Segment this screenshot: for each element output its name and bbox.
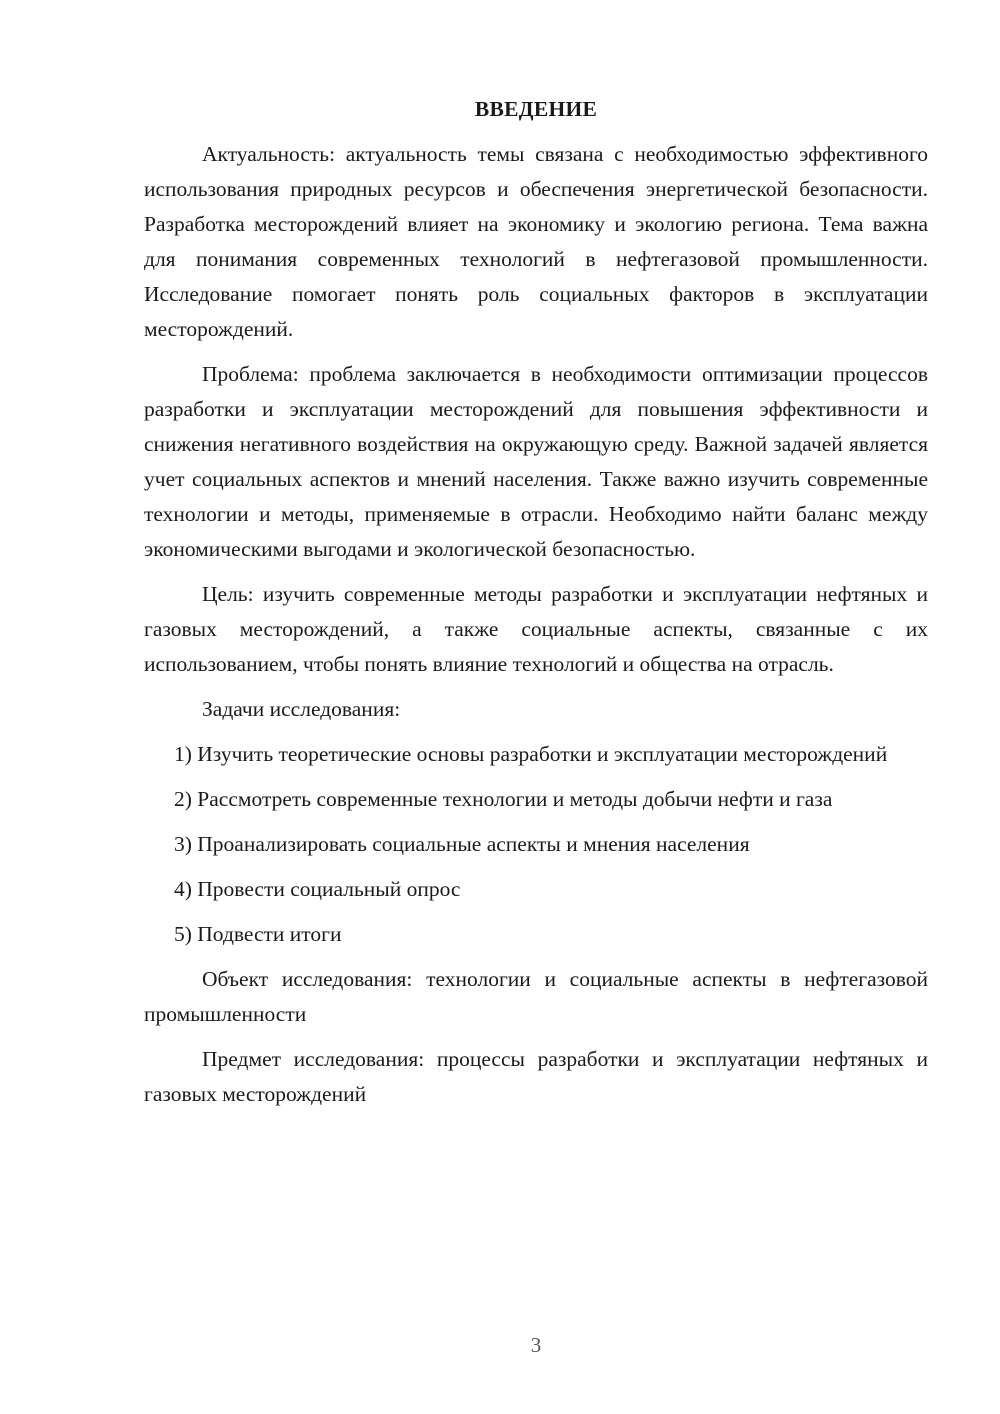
- object-paragraph: Объект исследования: технологии и социальные аспекты в нефтегазовой промышленности: [144, 967, 928, 1026]
- goal-paragraph: Цель: изучить современные методы разработки и эксплуатации нефтяных и газовых месторождений, а также социальные аспекты, связанные с их использованием, чтобы понять влияние технологий и общества на отрасль.: [144, 582, 928, 676]
- document-page: [144, 92, 928, 1122]
- relevance-paragraph: Актуальность: актуальность темы связана с необходимостью эффективного использования природных ресурсов и обеспечения энергетической безопасности. Разработка месторождений влияет на экономику и экологию региона. Тема важна для понимания современных технологий в нефтегазовой промышленности. Исследование помогает понять роль социальных факторов в эксплуатации месторождений.: [144, 142, 928, 341]
- page-number: 3: [530, 1333, 542, 1357]
- task-item: 2) Рассмотреть современные технологии и методы добычи нефти и газа: [174, 787, 833, 811]
- task-item: 3) Проанализировать социальные аспекты и мнения населения: [174, 832, 750, 856]
- page-title: ВВЕДЕНИЕ: [474, 97, 598, 121]
- task-item: 5) Подвести итоги: [174, 922, 342, 946]
- task-item: 4) Провести социальный опрос: [174, 877, 461, 901]
- problem-paragraph: Проблема: проблема заключается в необходимости оптимизации процессов разработки и эксплуатации месторождений для повышения эффективности и снижения негативного воздействия на окружающую среду. Важной задачей является учет социальных аспектов и мнений населения. Также важно изучить современные технологии и методы, применяемые в отрасли. Необходимо найти баланс между экономическими выгодами и экологической безопасностью.: [144, 362, 928, 561]
- tasks-heading: Задачи исследования:: [202, 697, 401, 721]
- task-item: 1) Изучить теоретические основы разработки и эксплуатации месторождений: [174, 742, 888, 766]
- subject-paragraph: Предмет исследования: процессы разработки и эксплуатации нефтяных и газовых месторождений: [144, 1047, 928, 1106]
